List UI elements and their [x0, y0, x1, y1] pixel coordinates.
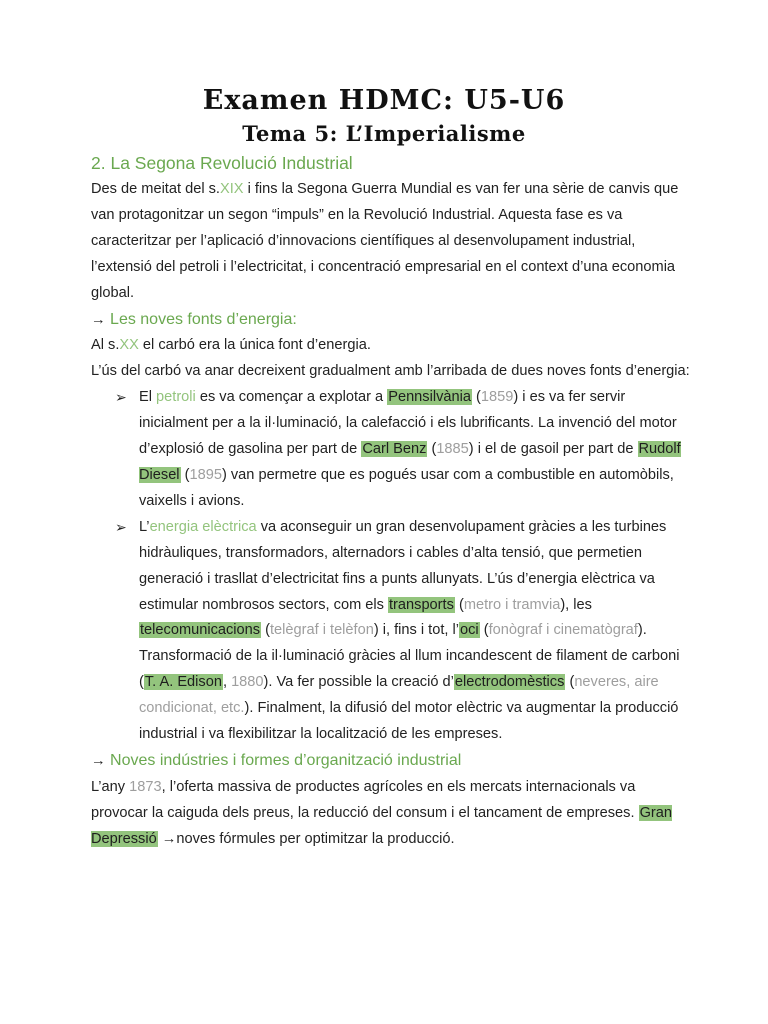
text-run: El	[139, 389, 157, 406]
century-xix: XIX	[219, 181, 244, 197]
text-run: ). Finalment, la difusió del motor elèctric va augmentar la producció industrial i va flexibilitzar la localització de les empreses.	[139, 700, 679, 743]
text-run: va aconseguir un gran desenvolupament gràcies a les turbines hidràuliques, transformadors, alternadors i cables d’alta tensió, que permetien generació i trasllat d’electricitat fins a punts allunyats. L’ús d’energia elèctrica va estimular nombrosos sectors, com els	[139, 518, 667, 613]
highlight-transports: transports	[389, 596, 454, 613]
electricity-continuation	[91, 644, 691, 748]
text-run: (	[471, 389, 481, 406]
text-run: (	[427, 441, 437, 458]
term-oil: petroli	[156, 389, 196, 406]
text-run: (	[454, 596, 464, 613]
highlight-great-depression: Gran Depressió	[91, 804, 673, 847]
example-metro-tram: metro i tramvia	[463, 596, 561, 613]
document-subtitle: Tema 5: L’Imperialisme	[242, 121, 526, 146]
year-1880: 1880	[231, 674, 264, 691]
highlight-carl-benz: Carl Benz	[362, 441, 427, 458]
highlight-edison: T. A. Edison	[144, 674, 222, 691]
text-run: L’	[139, 518, 150, 535]
arrow-right-icon: →	[91, 311, 106, 328]
text-run: ).	[637, 622, 647, 639]
text-run: (	[180, 466, 190, 483]
bullet-electricity	[115, 515, 691, 645]
arrowhead-bullet-icon: ➢	[115, 389, 127, 406]
example-phonograph-cinema: fonògraf i cinematògraf	[488, 622, 638, 639]
text-run: , l’oferta massiva de productes agrícoles en els mercats internacionals va provocar la caiguda dels preus, la reducció del consum i el tancament de empreses.	[91, 778, 639, 821]
arrowhead-bullet-icon: ➢	[115, 518, 127, 535]
highlight-rudolf-diesel: Rudolf Diesel	[139, 441, 681, 483]
text-run: ) i el de gasoil per part de	[468, 441, 638, 458]
text-run: (	[565, 674, 575, 691]
highlight-leisure: oci	[460, 622, 479, 639]
example-appliances: neveres, aire condicionat, etc.	[139, 674, 659, 717]
text-run: Des de meitat del s.	[91, 181, 220, 197]
text-run: i fins la Segona Guerra Mundial es van fer una sèrie de canvis que van protagonitzar un segon “impuls” en la Revolució Industrial. Aquesta fase es va caracteritzar per l’aplicació d’innovacions científiques al desenvolupament industrial, l’extensió del petroli i l’electricitat, i concentració empresarial en el context d’una economia global.	[91, 181, 679, 301]
text-run: ) van permetre que es pogués usar com a combustible en automòbils, vaixells i avions.	[139, 466, 674, 509]
energy-paragraph-2: L’ús del carbó va anar decreixent gradualment amb l’arribada de dues noves fonts d’energia:	[91, 363, 690, 380]
energy-paragraph-1	[91, 333, 691, 359]
year-1885: 1885	[436, 441, 469, 458]
text-run: el carbó era la única font d’energia.	[138, 337, 371, 354]
highlight-pennsylvania: Pennsilvània	[388, 389, 471, 406]
section-heading: 2. La Segona Revolució Industrial	[91, 153, 353, 173]
highlight-appliances: electrodomèstics	[454, 674, 565, 691]
text-run: Al s.	[91, 337, 120, 354]
example-telegraph-phone: telègraf i telèfon	[269, 622, 374, 639]
energy-heading-text: Les noves fonts d’energia:	[105, 310, 297, 328]
document-body	[91, 150, 691, 853]
text-run: →noves fórmules per optimitzar la producció.	[157, 830, 455, 847]
energy-bullet-list	[91, 385, 691, 644]
text-run: ), les	[560, 596, 592, 613]
text-run: ). Va fer possible la creació d’	[263, 674, 454, 691]
arrow-right-icon: →	[91, 752, 106, 769]
year-1859: 1859	[480, 389, 514, 406]
text-run: ) i, fins i tot, l’	[373, 622, 459, 639]
industries-heading	[91, 748, 691, 775]
text-run: Transformació de la il·luminació gràcies al llum incandescent de filament de carboni (	[139, 648, 680, 691]
text-run: ) i es va fer servir inicialment per a la il·luminació, la calefacció i els lubrificants. La invenció del motor d’explosió de gasolina per part de	[139, 389, 677, 458]
industries-heading-text: Noves indústries i formes d’organització industrial	[105, 751, 462, 769]
text-run: L’any	[91, 778, 130, 795]
text-run: ,	[222, 674, 232, 691]
bullet-oil	[115, 385, 691, 515]
intro-paragraph	[91, 177, 691, 307]
century-xx: XX	[119, 337, 139, 354]
year-1895: 1895	[189, 466, 222, 483]
energy-heading	[91, 307, 691, 334]
industries-paragraph	[91, 775, 691, 853]
highlight-telecommunications: telecomunicacions	[140, 622, 261, 639]
text-run: (	[479, 622, 489, 639]
text-run: es va començar a explotar a	[195, 389, 388, 406]
term-electric-energy: energia elèctrica	[149, 518, 257, 535]
text-run: (	[261, 622, 270, 639]
document-title: Examen HDMC: U5-U6	[202, 85, 566, 116]
year-1873: 1873	[129, 778, 162, 795]
